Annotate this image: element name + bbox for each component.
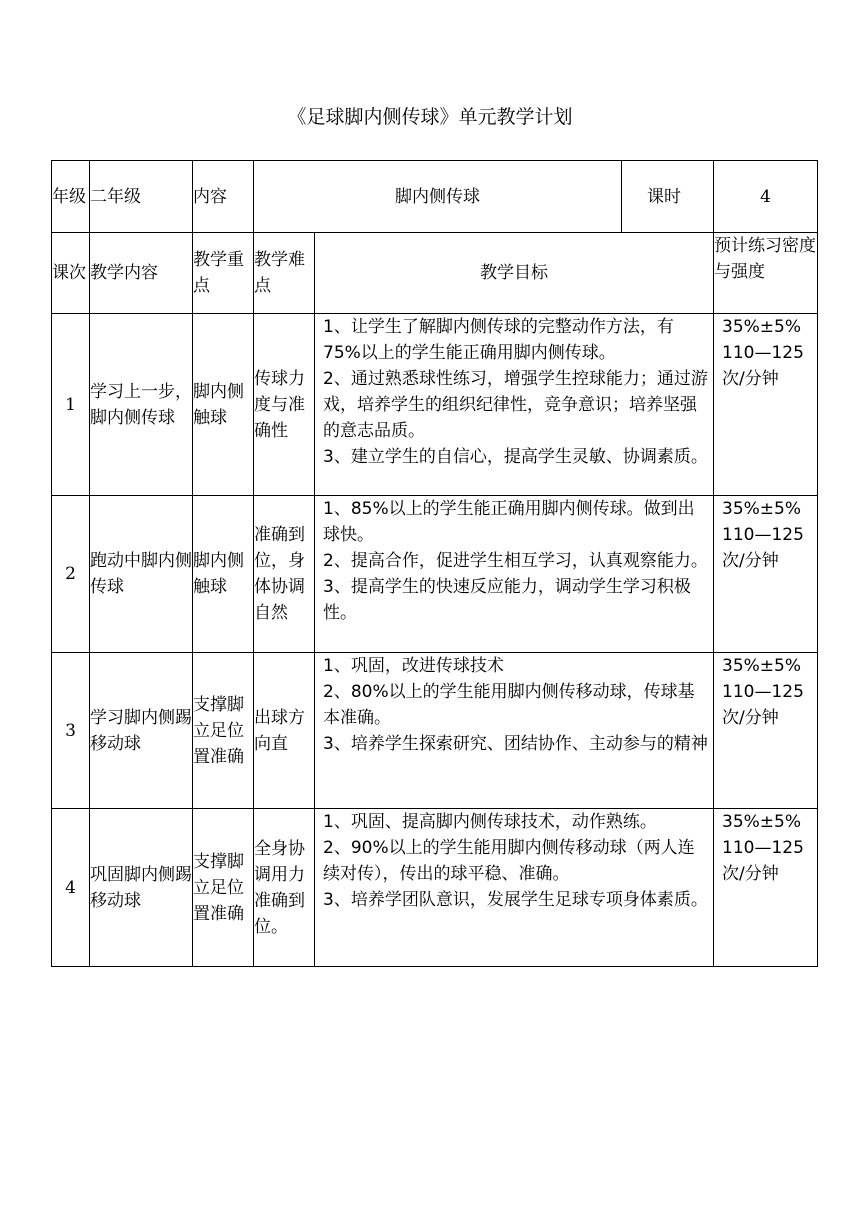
lesson-difficulty: 准确到位，身体协调自然	[254, 496, 315, 653]
goal-item: 1、让学生了解脚内侧传球的完整动作方法，有 75%以上的学生能正确用脚内侧传球。	[323, 317, 674, 363]
goal-item: 3、建立学生的自信心，提高学生灵敏、协调素质。	[323, 447, 708, 467]
lesson-content: 巩固脚内侧踢移动球	[90, 809, 193, 967]
lesson-number: 3	[52, 653, 90, 809]
lesson-intensity	[714, 653, 818, 809]
goal-item: 3、提高学生的快速反应能力，调动学生学习积极性。	[323, 577, 691, 623]
lesson-row	[52, 809, 818, 967]
density-value: 35%±5%	[722, 812, 801, 832]
lesson-content: 学习脚内侧踢移动球	[90, 653, 193, 809]
lesson-goals	[315, 809, 714, 967]
lesson-content: 学习上一步，脚内侧传球	[90, 314, 193, 496]
intensity-value: 110—125 次/分钟	[722, 525, 804, 571]
header-row	[52, 161, 818, 233]
lesson-goals	[315, 496, 714, 653]
intensity-value: 110—125 次/分钟	[722, 682, 804, 728]
intensity-value: 110—125 次/分钟	[722, 838, 804, 884]
column-header-row	[52, 233, 818, 314]
lesson-content: 跑动中脚内侧传球	[90, 496, 193, 653]
lesson-difficulty: 出球方向直	[254, 653, 315, 809]
goal-item: 1、巩固、提高脚内侧传球技术，动作熟练。	[323, 812, 657, 832]
grade-value: 二年级	[90, 161, 193, 233]
lesson-intensity	[714, 809, 818, 967]
content-value: 脚内侧传球	[254, 161, 622, 233]
goal-item: 1、85%以上的学生能正确用脚内侧传球。做到出球快。	[323, 499, 695, 545]
lesson-number: 1	[52, 314, 90, 496]
content-label: 内容	[193, 161, 254, 233]
goal-item: 3、培养学生探索研究、团结协作、主动参与的精神	[323, 734, 708, 754]
goals-header: 教学目标	[315, 233, 714, 314]
lesson-intensity	[714, 314, 818, 496]
lesson-difficulty: 传球力度与准确性	[254, 314, 315, 496]
goal-item: 2、80%以上的学生能用脚内侧传移动球，传球基本准确。	[323, 682, 695, 728]
goal-item: 1、巩固，改进传球技术	[323, 656, 504, 676]
key-point-header: 教学重点	[193, 233, 254, 314]
density-value: 35%±5%	[722, 656, 801, 676]
lesson-row	[52, 314, 818, 496]
page-title: 《足球脚内侧传球》单元教学计划	[287, 106, 573, 128]
density-value: 35%±5%	[722, 499, 801, 519]
goal-item: 3、培养学团队意识，发展学生足球专项身体素质。	[323, 890, 708, 910]
lesson-number: 2	[52, 496, 90, 653]
lesson-goals	[315, 314, 714, 496]
lesson-key-point: 脚内侧触球	[193, 496, 254, 653]
lesson-key-point: 支撑脚立足位置准确	[193, 809, 254, 967]
content-header: 教学内容	[90, 233, 193, 314]
density-value: 35%±5%	[722, 317, 801, 337]
lesson-goals	[315, 653, 714, 809]
lesson-intensity	[714, 496, 818, 653]
teaching-plan-table	[51, 160, 818, 967]
hours-value: 4	[714, 161, 818, 233]
goal-item: 2、通过熟悉球性练习，增强学生控球能力；通过游戏，培养学生的组织纪律性，竞争意识；培养坚强的意志品质。	[323, 369, 708, 441]
hours-label: 课时	[622, 161, 714, 233]
lesson-number: 4	[52, 809, 90, 967]
goal-item: 2、提高合作，促进学生相互学习，认真观察能力。	[323, 551, 708, 571]
grade-label: 年级	[52, 161, 90, 233]
lesson-difficulty: 全身协调用力准确到位。	[254, 809, 315, 967]
lesson-row	[52, 653, 818, 809]
intensity-header: 预计练习密度与强度	[714, 233, 818, 314]
lesson-row	[52, 496, 818, 653]
intensity-value: 110—125 次/分钟	[722, 343, 804, 389]
lesson-header: 课次	[52, 233, 90, 314]
goal-item: 2、90%以上的学生能用脚内侧传移动球（两人连续对传），传出的球平稳、准确。	[323, 838, 695, 884]
difficulty-header: 教学难点	[254, 233, 315, 314]
lesson-key-point: 支撑脚立足位置准确	[193, 653, 254, 809]
lesson-key-point: 脚内侧触球	[193, 314, 254, 496]
